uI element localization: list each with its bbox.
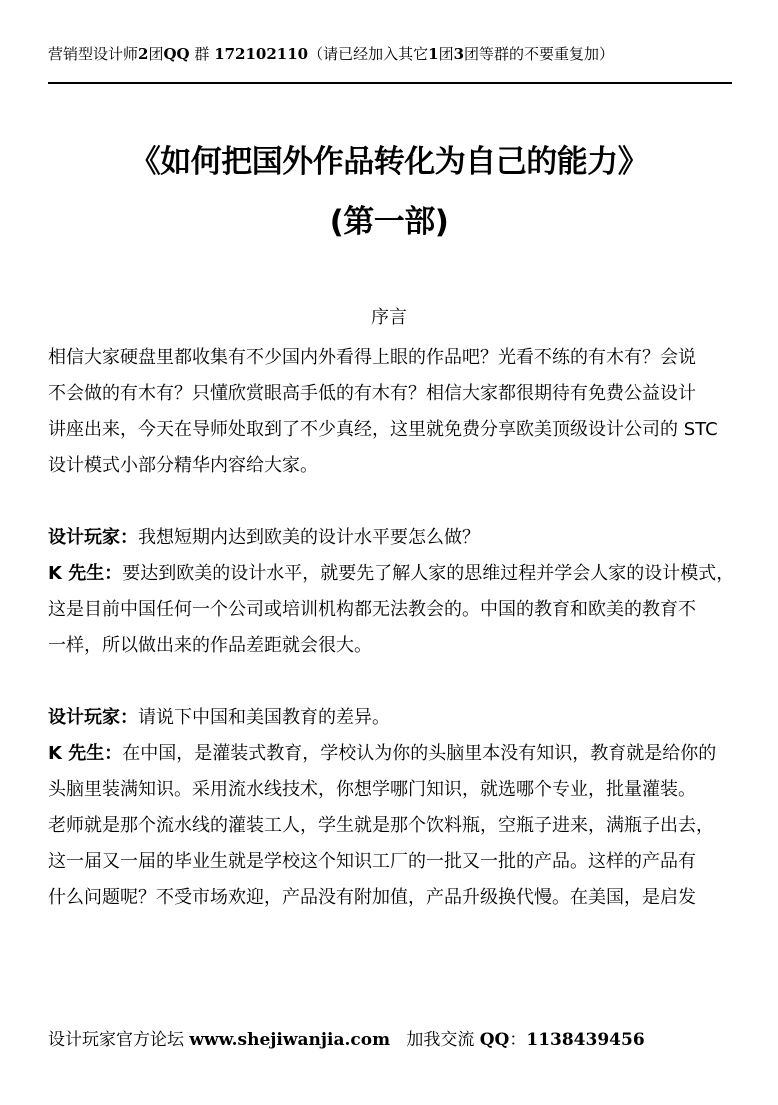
text-line: 一样，所以做出来的作品差距就会很大。 [48,635,372,656]
footer-colon: ： [509,1030,527,1050]
header-prefix: 营销型设计师 [48,45,139,63]
text-line: 什么问题呢？不受市场欢迎，产品没有附加值，产品升级换代慢。在美国，是启发 [48,887,696,908]
text-line: 相信大家硬盘里都收集有不少国内外看得上眼的作品吧？光看不练的有木有？会说 [48,347,696,368]
answer-line [48,556,738,592]
text-line: 要达到欧美的设计水平，就要先了解人家的思维过程并学会人家的设计模式， [122,563,735,584]
text-line: 不会做的有木有？只懂欣赏眼高手低的有木有？相信大家都很期待有免费公益设计 [48,383,696,404]
paragraph-gap [48,664,738,700]
header-text1: 团 [148,45,164,63]
footer-qq-label: QQ [479,1030,510,1050]
text-line: 老师就是那个流水线的灌装工人，学生就是那个饮料瓶，空瓶子进来，满瓶子出去， [48,815,714,836]
text-line: 这是目前中国任何一个公司或培训机构都无法教会的。中国的教育和欧美的教育不 [48,599,696,620]
preface-paragraph [48,340,738,484]
header-num2: 1 [428,45,439,63]
page-footer [48,1026,738,1054]
speaker-label: K 先生： [48,743,123,764]
document-body [48,340,738,916]
document-subtitle: (第一部) [329,204,449,240]
text-line: 我想短期内达到欧美的设计水平要怎么做？ [138,527,480,548]
header-text2: 群 [194,45,210,63]
speaker-label: 设计玩家： [48,707,138,728]
header-text3: （请已经加入其它 [308,45,429,63]
text-line: 设计模式小部分精华内容给大家。 [48,455,318,476]
text-line: 请说下中国和美国教育的差异。 [138,707,390,728]
header-text5: 团等群的不要重复加） [464,45,615,63]
page-header [48,42,738,66]
text-line: 讲座出来，今天在导师处取到了不少真经，这里就免费分享欧美顶级设计公司的 STC [48,419,718,440]
header-num1: 2 [138,45,149,63]
text-line: 头脑里装满知识。采用流水线技术，你想学哪门知识，就选哪个专业，批量灌装。 [48,779,696,800]
speaker-label: K 先生： [48,563,123,584]
preface-heading: 序言 [371,307,407,328]
footer-site-link[interactable]: www.shejiwanjia.com [189,1030,391,1050]
question-line [48,700,738,736]
question-line [48,520,738,556]
header-num3: 3 [453,45,465,63]
paragraph-gap [48,484,738,520]
text-line: 在中国，是灌装式教育，学校认为你的头脑里本没有知识，教育就是给你的 [122,743,717,764]
answer-line [48,736,738,772]
speaker-label: 设计玩家： [48,527,138,548]
header-qq: QQ [163,45,190,63]
footer-qq-number: 1138439456 [526,1030,645,1050]
document-title: 《如何把国外作品转化为自己的能力》 [129,144,649,180]
header-text4: 团 [438,45,454,63]
header-group-number: 172102110 [214,45,309,63]
footer-label: 设计玩家官方论坛 [48,1030,184,1050]
header-rule [48,82,732,84]
footer-contact-label: 加我交流 [406,1030,475,1050]
text-line: 这一届又一届的毕业生就是学校这个知识工厂的一批又一批的产品。这样的产品有 [48,851,696,872]
